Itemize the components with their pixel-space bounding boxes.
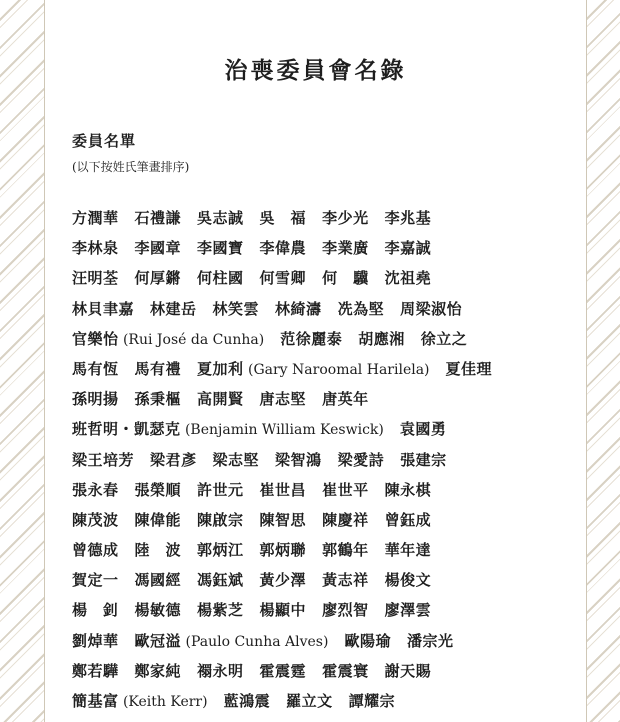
committee-member-name: 林建岳 xyxy=(150,299,197,318)
committee-names-list xyxy=(72,203,508,716)
committee-member-name: 潘宗光 xyxy=(406,631,454,650)
committee-member-name: 廖澤雲 xyxy=(384,601,432,620)
committee-member-name: 鄭若驊 xyxy=(72,661,119,680)
committee-member-name: 吳志誠 xyxy=(197,209,244,227)
section-heading: 委員名單 xyxy=(72,132,137,150)
committee-member-name: 梁君彥 xyxy=(150,450,197,469)
committee-member-name: 陳啟宗 xyxy=(197,510,244,529)
committee-member-name: 崔世平 xyxy=(322,480,369,499)
committee-member-name: 梁智鴻 xyxy=(275,450,322,469)
committee-member-name: 梁王培芳 xyxy=(72,450,135,469)
committee-member-name: 歐冠溢 (Paulo Cunha Alves) xyxy=(134,631,329,650)
name-row xyxy=(72,535,508,565)
name-row xyxy=(72,324,508,354)
committee-member-name: 唐英年 xyxy=(322,390,369,409)
committee-member-name: 賀定一 xyxy=(72,571,119,590)
committee-member-name: 孫秉樞 xyxy=(134,390,182,409)
name-row xyxy=(72,445,508,475)
committee-member-name: 唐志堅 xyxy=(259,390,307,409)
committee-member-name: 李少光 xyxy=(322,209,369,227)
name-row xyxy=(72,656,508,686)
committee-member-name: 張永春 xyxy=(72,480,119,499)
committee-member-name: 李林泉 xyxy=(72,239,119,258)
committee-member-name: 張建宗 xyxy=(400,450,447,469)
committee-member-name: 夏佳理 xyxy=(445,359,493,378)
committee-member-name: 霍震寰 xyxy=(322,661,369,680)
committee-member-name: 黃少澤 xyxy=(259,571,307,590)
committee-member-name: 陳茂波 xyxy=(72,510,119,529)
sort-note: (以下按姓氏筆畫排序) xyxy=(72,160,190,174)
committee-member-name: 馬有禮 xyxy=(134,359,182,378)
name-row xyxy=(72,263,508,293)
name-row xyxy=(72,233,508,263)
name-row xyxy=(72,505,508,535)
committee-member-name: 廖烈智 xyxy=(322,601,369,620)
committee-member-name: 袁國勇 xyxy=(399,420,447,439)
name-row xyxy=(72,354,508,384)
committee-member-name: 方潤華 xyxy=(72,209,119,227)
committee-member-name: 汪明荃 xyxy=(72,269,119,288)
committee-member-name: 禤永明 xyxy=(197,661,244,680)
committee-member-name: 孫明揚 xyxy=(72,390,119,409)
committee-member-name: 李嘉誠 xyxy=(384,239,432,258)
committee-member-name: 藍鴻震 xyxy=(223,692,271,710)
committee-member-name: 華年達 xyxy=(384,541,432,560)
committee-member-name: 霍震霆 xyxy=(259,661,307,680)
committee-member-name: 石禮謙 xyxy=(134,209,182,227)
page-title: 治喪委員會名錄 xyxy=(224,57,407,84)
committee-member-name: 崔世昌 xyxy=(259,480,307,499)
committee-member-name: 鄭家純 xyxy=(134,661,182,680)
committee-member-name: 李偉農 xyxy=(259,239,307,258)
committee-member-name: 梁愛詩 xyxy=(337,450,385,469)
name-row xyxy=(72,565,508,595)
decorative-border-right xyxy=(586,0,620,722)
committee-member-name: 劉焯華 xyxy=(72,631,119,650)
committee-member-name: 梁志堅 xyxy=(212,450,260,469)
committee-member-name: 林貝聿嘉 xyxy=(72,299,135,318)
committee-member-name: 馮國經 xyxy=(134,571,182,590)
decorative-border-left xyxy=(0,0,45,722)
committee-member-name: 何 驥 xyxy=(322,269,369,288)
committee-member-name: 楊紫芝 xyxy=(197,601,244,620)
committee-member-name: 高開賢 xyxy=(197,390,244,409)
committee-member-name: 陳慶祥 xyxy=(322,510,369,529)
committee-member-name: 馬有恆 xyxy=(72,359,119,378)
committee-member-name: 楊 釗 xyxy=(72,601,119,620)
committee-member-name: 譚耀宗 xyxy=(348,692,396,710)
committee-member-name: 曾鈺成 xyxy=(384,510,432,529)
committee-member-name: 楊俊文 xyxy=(384,571,432,590)
committee-member-name: 許世元 xyxy=(197,480,244,499)
committee-member-name: 簡基富 (Keith Kerr) xyxy=(72,692,208,710)
page-edge-left xyxy=(44,0,45,722)
name-row xyxy=(72,294,508,324)
committee-member-name: 林綺濤 xyxy=(275,299,322,318)
committee-member-name: 沈祖堯 xyxy=(384,269,432,288)
name-row xyxy=(72,686,508,716)
committee-member-name: 徐立之 xyxy=(420,329,468,348)
committee-member-name: 陳永棋 xyxy=(384,480,432,499)
committee-member-name: 歐陽瑜 xyxy=(344,631,391,650)
committee-member-name: 何柱國 xyxy=(197,269,244,288)
name-row xyxy=(72,626,508,656)
committee-member-name: 羅立文 xyxy=(286,692,333,710)
name-row xyxy=(72,203,508,233)
committee-member-name: 李國章 xyxy=(134,239,182,258)
committee-member-name: 謝天賜 xyxy=(384,661,432,680)
committee-member-name: 周梁淑怡 xyxy=(400,299,463,318)
committee-member-name: 胡應湘 xyxy=(358,329,405,348)
committee-member-name: 楊顯中 xyxy=(259,601,307,620)
committee-member-name: 何厚鏘 xyxy=(134,269,182,288)
committee-member-name: 林笑雲 xyxy=(212,299,260,318)
committee-member-name: 郭炳江 xyxy=(197,541,244,560)
name-row xyxy=(72,414,508,444)
committee-member-name: 班哲明・凱瑟克 (Benjamin William Keswick) xyxy=(72,420,384,439)
committee-member-name: 李業廣 xyxy=(322,239,369,258)
committee-member-name: 吳 福 xyxy=(259,209,307,227)
committee-member-name: 范徐麗泰 xyxy=(280,329,343,348)
committee-member-name: 陳偉能 xyxy=(134,510,182,529)
name-row xyxy=(72,475,508,505)
committee-member-name: 黃志祥 xyxy=(322,571,369,590)
name-row xyxy=(72,384,508,414)
committee-member-name: 李國寶 xyxy=(197,239,244,258)
name-row xyxy=(72,595,508,625)
committee-member-name: 張榮順 xyxy=(134,480,182,499)
committee-member-name: 官樂怡 (Rui José da Cunha) xyxy=(72,329,265,348)
committee-member-name: 楊敏德 xyxy=(134,601,182,620)
committee-member-name: 夏加利 (Gary Naroomal Harilela) xyxy=(197,359,430,378)
committee-member-name: 何雪卿 xyxy=(259,269,307,288)
page-edge-right xyxy=(586,0,587,722)
committee-member-name: 冼為堅 xyxy=(337,299,385,318)
committee-member-name: 郭鶴年 xyxy=(322,541,369,560)
committee-member-name: 李兆基 xyxy=(384,209,432,227)
committee-member-name: 陸 波 xyxy=(134,541,182,560)
committee-member-name: 郭炳聯 xyxy=(259,541,307,560)
committee-member-name: 陳智思 xyxy=(259,510,307,529)
committee-member-name: 馮鈺斌 xyxy=(197,571,244,590)
committee-member-name: 曾德成 xyxy=(72,541,119,560)
